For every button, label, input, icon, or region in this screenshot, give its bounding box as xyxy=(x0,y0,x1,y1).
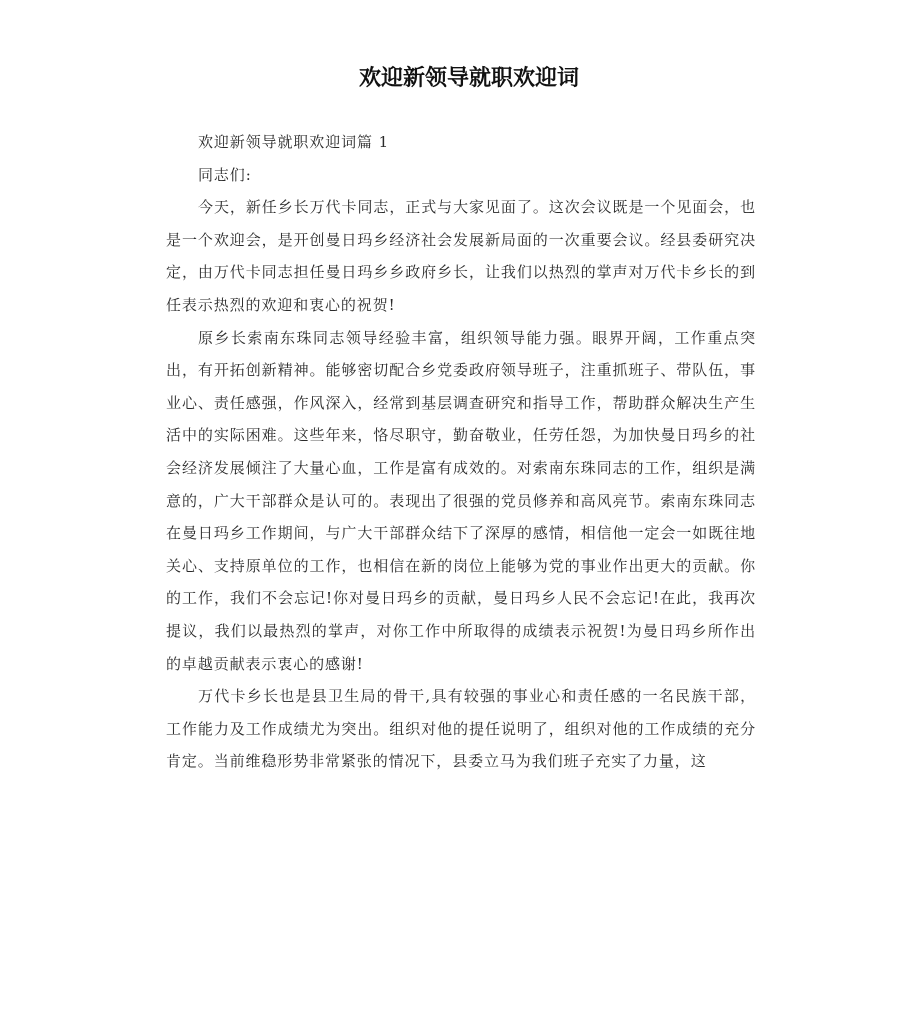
document-body xyxy=(166,126,756,778)
section-heading: 欢迎新领导就职欢迎词篇 1 xyxy=(198,133,390,151)
paragraph-3: 万代卡乡长也是县卫生局的骨干,具有较强的事业心和责任感的一名民族干部，工作能力及工作成绩尤为突出。组织对他的提任说明了，组织对他的工作成绩的充分肯定。当前维稳形势非常紧张的情况下，县委立马为我们班子充实了力量，这 xyxy=(166,687,756,771)
document-title: 欢迎新领导就职欢迎词 xyxy=(358,66,579,91)
paragraph-2: 原乡长索南东珠同志领导经验丰富，组织领导能力强。眼界开阔，工作重点突出，有开拓创新精神。能够密切配合乡党委政府领导班子，注重抓班子、带队伍，事业心、责任感强，作风深入，经常到基层调查研究和指导工作，帮助群众解决生产生活中的实际困难。这些年来，恪尽职守，勤奋敬业，任劳任怨，为加快曼日玛乡的社会经济发展倾注了大量心血，工作是富有成效的。对索南东珠同志的工作，组织是满意的，广大干部群众是认可的。表现出了很强的党员修养和高风亮节。索南东珠同志在曼日玛乡工作期间，与广大干部群众结下了深厚的感情，相信他一定会一如既往地关心、支持原单位的工作，也相信在新的岗位上能够为党的事业作出更大的贡献。你的工作，我们不会忘记!你对曼日玛乡的贡献，曼日玛乡人民不会忘记!在此，我再次提议，我们以最热烈的掌声，对你工作中所取得的成绩表示祝贺!为曼日玛乡所作出的卓越贡献表示衷心的感谢! xyxy=(166,328,756,673)
paragraph-1: 今天，新任乡长万代卡同志，正式与大家见面了。这次会议既是一个见面会，也是一个欢迎会，是开创曼日玛乡经济社会发展新局面的一次重要会议。经县委研究决定，由万代卡同志担任曼日玛乡乡政府乡长，让我们以热烈的掌声对万代卡乡长的到任表示热烈的欢迎和衷心的祝贺! xyxy=(166,198,756,314)
salutation: 同志们: xyxy=(198,165,252,184)
